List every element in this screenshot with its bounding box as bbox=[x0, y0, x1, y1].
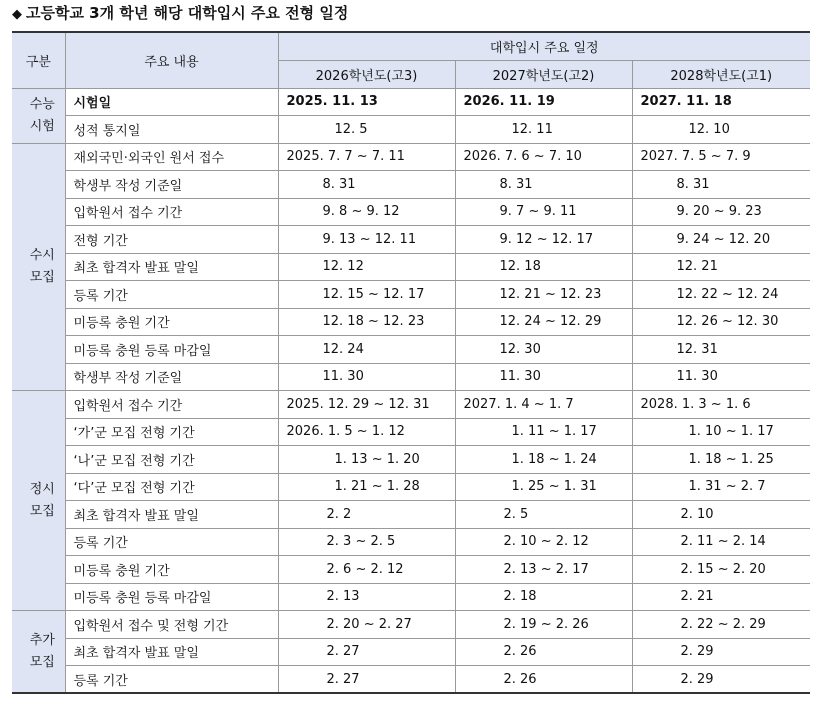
category-label: 모집 bbox=[29, 503, 55, 519]
date-cell-2028: 12. 26 ~ 12. 30 bbox=[632, 308, 810, 336]
date-cell-2028: 11. 30 bbox=[632, 363, 810, 391]
date-cell-2026: 2025. 7. 7 ~ 7. 11 bbox=[278, 143, 455, 171]
date-cell-2026: 11. 30 bbox=[278, 363, 455, 391]
date-cell-2026: 12. 18 ~ 12. 23 bbox=[278, 308, 455, 336]
header-year-2027: 2027학년도(고2) bbox=[455, 60, 632, 88]
table-row bbox=[12, 253, 810, 281]
table-row bbox=[12, 171, 810, 199]
admission-schedule-table bbox=[12, 31, 810, 694]
category-label: 시험 bbox=[29, 118, 55, 134]
table-row bbox=[12, 116, 810, 144]
date-cell-2026: 2. 13 bbox=[278, 583, 455, 611]
date-cell-2028: 2028. 1. 3 ~ 1. 6 bbox=[632, 391, 810, 419]
date-cell-2026: 12. 15 ~ 12. 17 bbox=[278, 281, 455, 309]
date-cell-2026: 2026. 1. 5 ~ 1. 12 bbox=[278, 418, 455, 446]
date-cell-2026: 8. 31 bbox=[278, 171, 455, 199]
date-cell-2028: 9. 20 ~ 9. 23 bbox=[632, 198, 810, 226]
date-cell-2028: 1. 10 ~ 1. 17 bbox=[632, 418, 810, 446]
date-cell-2026: 2. 3 ~ 2. 5 bbox=[278, 528, 455, 556]
category-cell bbox=[12, 143, 65, 391]
date-cell-2027: 2027. 1. 4 ~ 1. 7 bbox=[455, 391, 632, 419]
content-cell: 입학원서 접수 기간 bbox=[65, 198, 278, 226]
category-cell bbox=[12, 391, 65, 611]
category-label: 모집 bbox=[29, 269, 55, 285]
date-cell-2027: 12. 11 bbox=[455, 116, 632, 144]
content-cell: 학생부 작성 기준일 bbox=[65, 363, 278, 391]
date-cell-2027: 2. 13 ~ 2. 17 bbox=[455, 556, 632, 584]
date-cell-2026: 9. 8 ~ 9. 12 bbox=[278, 198, 455, 226]
date-cell-2026: 2. 6 ~ 2. 12 bbox=[278, 556, 455, 584]
date-cell-2027: 8. 31 bbox=[455, 171, 632, 199]
content-cell: ‘다’군 모집 전형 기간 bbox=[65, 473, 278, 501]
table-row bbox=[12, 418, 810, 446]
date-cell-2027: 1. 25 ~ 1. 31 bbox=[455, 473, 632, 501]
header-year-2028: 2028학년도(고1) bbox=[632, 60, 810, 88]
date-cell-2028: 2. 29 bbox=[632, 638, 810, 666]
date-cell-2027: 2. 26 bbox=[455, 638, 632, 666]
header-year-2026: 2026학년도(고3) bbox=[278, 60, 455, 88]
category-label: 수시 bbox=[29, 247, 55, 263]
table-header bbox=[12, 32, 810, 88]
content-cell: 미등록 충원 기간 bbox=[65, 308, 278, 336]
content-cell: 성적 통지일 bbox=[65, 116, 278, 144]
date-cell-2027: 2026. 11. 19 bbox=[455, 88, 632, 116]
header-schedule: 대학입시 주요 일정 bbox=[278, 32, 810, 60]
date-cell-2026: 12. 24 bbox=[278, 336, 455, 364]
date-cell-2027: 2. 10 ~ 2. 12 bbox=[455, 528, 632, 556]
date-cell-2026: 1. 21 ~ 1. 28 bbox=[278, 473, 455, 501]
category-label: 추가 bbox=[29, 632, 55, 648]
date-cell-2028: 12. 22 ~ 12. 24 bbox=[632, 281, 810, 309]
content-cell: 등록 기간 bbox=[65, 528, 278, 556]
content-cell: ‘나’군 모집 전형 기간 bbox=[65, 446, 278, 474]
date-cell-2026: 2025. 11. 13 bbox=[278, 88, 455, 116]
table-body bbox=[12, 88, 810, 693]
date-cell-2027: 2. 18 bbox=[455, 583, 632, 611]
table-row bbox=[12, 226, 810, 254]
content-cell: 학생부 작성 기준일 bbox=[65, 171, 278, 199]
date-cell-2027: 1. 18 ~ 1. 24 bbox=[455, 446, 632, 474]
table-row bbox=[12, 363, 810, 391]
date-cell-2028: 1. 31 ~ 2. 7 bbox=[632, 473, 810, 501]
table-row bbox=[12, 143, 810, 171]
date-cell-2028: 8. 31 bbox=[632, 171, 810, 199]
date-cell-2027: 9. 7 ~ 9. 11 bbox=[455, 198, 632, 226]
title-text: 고등학교 3개 학년 해당 대학입시 주요 전형 일정 bbox=[26, 4, 349, 22]
diamond-bullet-icon: ◆ bbox=[12, 7, 22, 22]
date-cell-2027: 12. 30 bbox=[455, 336, 632, 364]
date-cell-2027: 2. 26 bbox=[455, 666, 632, 694]
date-cell-2026: 12. 12 bbox=[278, 253, 455, 281]
content-cell: 전형 기간 bbox=[65, 226, 278, 254]
date-cell-2028: 1. 18 ~ 1. 25 bbox=[632, 446, 810, 474]
date-cell-2026: 2. 27 bbox=[278, 666, 455, 694]
date-cell-2027: 12. 18 bbox=[455, 253, 632, 281]
content-cell: 최초 합격자 발표 말일 bbox=[65, 253, 278, 281]
content-cell: 미등록 충원 등록 마감일 bbox=[65, 336, 278, 364]
date-cell-2028: 12. 31 bbox=[632, 336, 810, 364]
date-cell-2028: 2. 29 bbox=[632, 666, 810, 694]
table-row bbox=[12, 88, 810, 116]
table-row bbox=[12, 446, 810, 474]
page-title bbox=[12, 2, 348, 24]
date-cell-2027: 2. 5 bbox=[455, 501, 632, 529]
date-cell-2026: 2. 27 bbox=[278, 638, 455, 666]
content-cell: 등록 기간 bbox=[65, 666, 278, 694]
table-row bbox=[12, 198, 810, 226]
table-row bbox=[12, 528, 810, 556]
table-row bbox=[12, 638, 810, 666]
date-cell-2028: 12. 10 bbox=[632, 116, 810, 144]
date-cell-2026: 2025. 12. 29 ~ 12. 31 bbox=[278, 391, 455, 419]
date-cell-2028: 2. 10 bbox=[632, 501, 810, 529]
content-cell: ‘가’군 모집 전형 기간 bbox=[65, 418, 278, 446]
table-row bbox=[12, 308, 810, 336]
content-cell: 미등록 충원 기간 bbox=[65, 556, 278, 584]
date-cell-2028: 2. 21 bbox=[632, 583, 810, 611]
category-cell bbox=[12, 88, 65, 143]
date-cell-2027: 9. 12 ~ 12. 17 bbox=[455, 226, 632, 254]
table-row bbox=[12, 556, 810, 584]
header-category: 구분 bbox=[12, 32, 65, 88]
table-row bbox=[12, 501, 810, 529]
content-cell: 시험일 bbox=[65, 88, 278, 116]
date-cell-2026: 12. 5 bbox=[278, 116, 455, 144]
date-cell-2027: 2026. 7. 6 ~ 7. 10 bbox=[455, 143, 632, 171]
category-label: 수능 bbox=[29, 96, 55, 112]
content-cell: 미등록 충원 등록 마감일 bbox=[65, 583, 278, 611]
table-row bbox=[12, 391, 810, 419]
category-label: 모집 bbox=[29, 654, 55, 670]
content-cell: 등록 기간 bbox=[65, 281, 278, 309]
date-cell-2028: 2. 22 ~ 2. 29 bbox=[632, 611, 810, 639]
date-cell-2028: 9. 24 ~ 12. 20 bbox=[632, 226, 810, 254]
content-cell: 재외국민·외국인 원서 접수 bbox=[65, 143, 278, 171]
table-row bbox=[12, 583, 810, 611]
date-cell-2028: 2. 15 ~ 2. 20 bbox=[632, 556, 810, 584]
date-cell-2026: 1. 13 ~ 1. 20 bbox=[278, 446, 455, 474]
category-cell bbox=[12, 611, 65, 694]
date-cell-2027: 12. 24 ~ 12. 29 bbox=[455, 308, 632, 336]
date-cell-2028: 12. 21 bbox=[632, 253, 810, 281]
date-cell-2027: 1. 11 ~ 1. 17 bbox=[455, 418, 632, 446]
date-cell-2026: 2. 2 bbox=[278, 501, 455, 529]
content-cell: 입학원서 접수 및 전형 기간 bbox=[65, 611, 278, 639]
content-cell: 최초 합격자 발표 말일 bbox=[65, 501, 278, 529]
table-row bbox=[12, 336, 810, 364]
table-row bbox=[12, 611, 810, 639]
category-label: 정시 bbox=[29, 481, 55, 497]
date-cell-2026: 9. 13 ~ 12. 11 bbox=[278, 226, 455, 254]
date-cell-2027: 12. 21 ~ 12. 23 bbox=[455, 281, 632, 309]
table-row bbox=[12, 473, 810, 501]
table-row bbox=[12, 666, 810, 694]
date-cell-2027: 2. 19 ~ 2. 26 bbox=[455, 611, 632, 639]
date-cell-2028: 2027. 7. 5 ~ 7. 9 bbox=[632, 143, 810, 171]
table-row bbox=[12, 281, 810, 309]
content-cell: 입학원서 접수 기간 bbox=[65, 391, 278, 419]
content-cell: 최초 합격자 발표 말일 bbox=[65, 638, 278, 666]
date-cell-2026: 2. 20 ~ 2. 27 bbox=[278, 611, 455, 639]
date-cell-2027: 11. 30 bbox=[455, 363, 632, 391]
header-content: 주요 내용 bbox=[65, 32, 278, 88]
date-cell-2028: 2. 11 ~ 2. 14 bbox=[632, 528, 810, 556]
date-cell-2028: 2027. 11. 18 bbox=[632, 88, 810, 116]
